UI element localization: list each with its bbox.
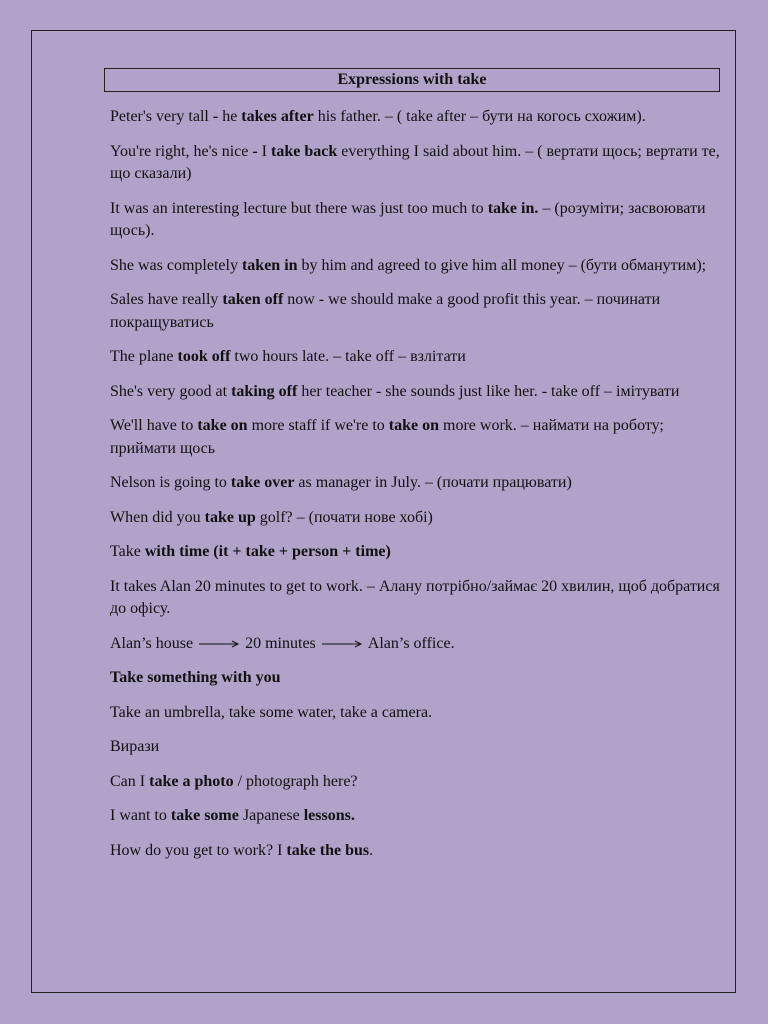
expression-line — [110, 472, 722, 495]
text-segment: Вирази — [110, 738, 160, 755]
text-segment: The plane — [110, 348, 178, 365]
text-segment: I — [261, 142, 271, 160]
bold-phrase: take in. — [487, 199, 539, 217]
content-area — [110, 106, 722, 874]
expression-line — [110, 576, 722, 621]
text-segment: as manager in July. – (почати працювати) — [294, 474, 572, 491]
text-segment: he — [218, 108, 242, 125]
bold-phrase: take over — [230, 474, 295, 491]
text-segment: Alan’s house — [110, 634, 194, 652]
text-segment: Peter's very tall — [110, 108, 213, 125]
expression-line — [110, 106, 722, 129]
text-segment: two hours late. – take off – взлітати — [230, 348, 466, 365]
right-arrow-icon — [320, 639, 364, 649]
text-segment: by him and agreed to give him all money – (бути обманутим); — [297, 256, 707, 274]
expression-line — [110, 702, 722, 725]
bold-phrase: lessons. — [303, 807, 355, 824]
text-segment: Can I — [110, 772, 150, 790]
expression-line — [110, 198, 722, 243]
bold-phrase: - — [252, 142, 262, 160]
text-segment: her teacher - she sounds just like her. - take off – імітувати — [297, 382, 680, 400]
text-segment: How do you get to work? I — [110, 841, 287, 859]
text-segment: – (розуміти; засвоювати щось). — [110, 199, 706, 239]
text-segment: You're right, he's nice — [110, 142, 253, 160]
text-segment: Nelson is going to — [110, 474, 231, 491]
text-segment: more staff if we're to — [247, 417, 389, 434]
bold-phrase: Take something with you — [110, 669, 281, 686]
text-segment: Take an umbrella, take some water, take a camera. — [110, 703, 433, 721]
expression-line — [110, 255, 722, 278]
text-segment: Japanese — [238, 807, 304, 824]
text-segment: everything I said about him. – ( вертати щось; вертати те, що сказали) — [110, 142, 720, 182]
expression-line — [110, 381, 722, 404]
text-segment: his father. – ( take after – бути на когось схожим). — [313, 108, 646, 125]
bold-phrase: takes after — [241, 108, 314, 125]
bold-phrase: take on — [197, 417, 248, 434]
expression-line — [110, 415, 722, 460]
bold-phrase: take some — [170, 807, 239, 824]
text-segment: Alan’s office. — [367, 634, 455, 652]
expression-line — [110, 289, 722, 334]
expression-line — [110, 507, 722, 530]
expression-line — [110, 541, 722, 564]
expression-line — [110, 840, 722, 863]
bold-phrase: take a photo — [149, 772, 234, 790]
text-segment: more work. – наймати на роботу; приймати щось — [110, 417, 664, 457]
bold-phrase: - — [212, 108, 219, 125]
text-segment: We'll have to — [110, 417, 198, 434]
bold-phrase: take the bus — [286, 841, 370, 859]
expression-line — [110, 633, 722, 656]
bold-phrase: take on — [388, 417, 440, 434]
expression-line — [110, 346, 722, 369]
bold-phrase: took off — [177, 348, 231, 365]
text-segment: It was an interesting lecture but there was just too much to — [110, 199, 488, 217]
text-segment: 20 minutes — [245, 634, 316, 652]
right-arrow-icon — [197, 639, 241, 649]
text-segment: Take — [110, 543, 145, 560]
bold-phrase: with time (it + take + person + time) — [144, 543, 391, 560]
bold-phrase: take back — [271, 142, 338, 160]
bold-phrase: take up — [204, 508, 256, 526]
bold-phrase: taken off — [222, 291, 284, 308]
bold-phrase: taken in — [241, 256, 298, 274]
bold-phrase: taking off — [231, 382, 298, 400]
expression-line — [110, 736, 722, 759]
expression-line — [110, 771, 722, 794]
expression-line — [110, 667, 722, 690]
text-segment: I want to — [110, 807, 171, 824]
text-segment: / photograph here? — [233, 772, 358, 790]
text-segment: now - we should make a good profit this year. – починати покращуватись — [110, 291, 661, 331]
text-segment: It takes Alan 20 minutes to get to work. – Алану потрібно/займає 20 хвилин, щоб добратися до офісу. — [110, 577, 720, 617]
text-segment: golf? – (почати нове хобі) — [255, 508, 433, 526]
expression-line — [110, 805, 722, 828]
text-segment: When did you — [110, 508, 205, 526]
text-segment: Sales have really — [110, 291, 223, 308]
expression-line — [110, 141, 722, 186]
text-segment: . — [369, 841, 374, 859]
text-segment: She's very good at — [110, 382, 232, 400]
text-segment: She was completely — [110, 256, 242, 274]
page-title: Expressions with take — [104, 68, 720, 92]
